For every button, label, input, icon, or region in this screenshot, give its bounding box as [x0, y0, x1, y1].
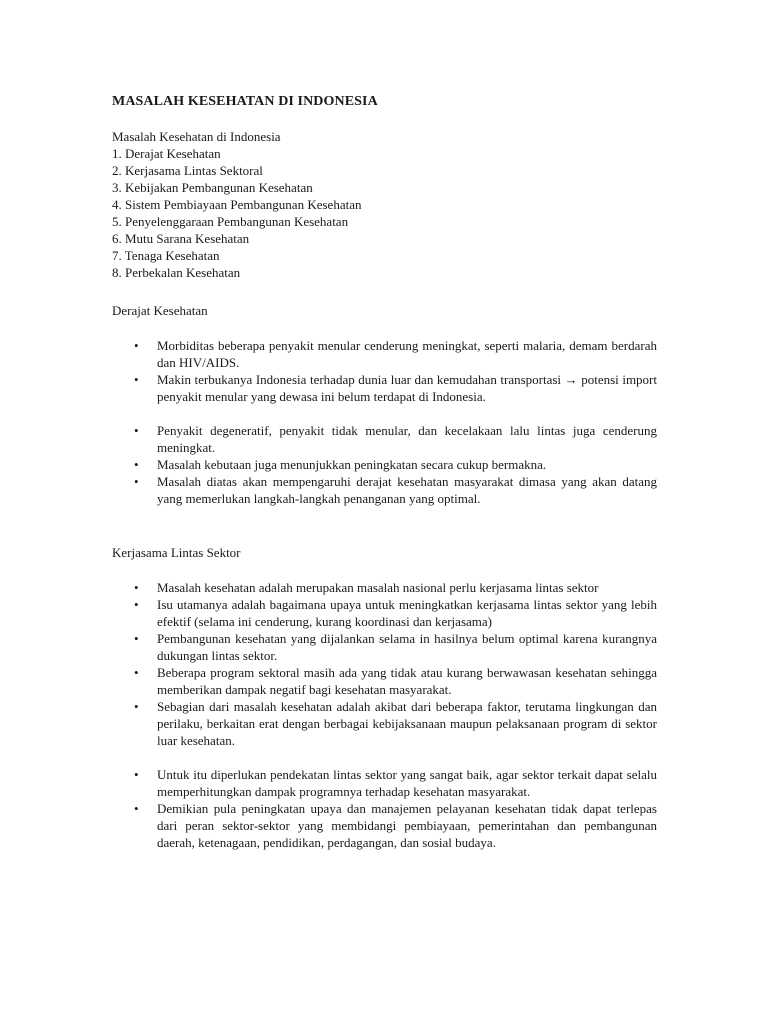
numbered-item: 5. Penyelenggaraan Pembangunan Kesehatan [112, 214, 349, 229]
list-item: • Morbiditas beberapa penyakit menular cenderung meningkat, seperti malaria, demam berdarah dan HIV/AIDS. [134, 338, 657, 370]
section-heading-derajat: Derajat Kesehatan [112, 303, 208, 318]
numbered-item: 1. Derajat Kesehatan [112, 146, 221, 161]
numbered-item: 3. Kebijakan Pembangunan Kesehatan [112, 180, 313, 195]
numbered-item: 2. Kerjasama Lintas Sektoral [112, 163, 263, 178]
bullet-icon: • [134, 801, 139, 816]
list-item: • Penyakit degeneratif, penyakit tidak menular, dan kecelakaan lalu lintas juga cenderung meningkat. [134, 423, 657, 455]
list-item: • Untuk itu diperlukan pendekatan lintas sektor yang sangat baik, agar sektor terkait dapat selalu memperhitungkan dampak programnya terhadap kesehatan masyarakat. [134, 767, 657, 799]
numbered-item: 8. Perbekalan Kesehatan [112, 265, 241, 280]
intro-heading: Masalah Kesehatan di Indonesia [112, 129, 281, 144]
bullet-icon: • [134, 338, 139, 353]
list-item: • Sebagian dari masalah kesehatan adalah akibat dari beberapa faktor, terutama lingkungan dan perilaku, berkaitan erat dengan berbagai kebijaksanaan maupun pelaksanaan program di sektor luar kesehatan. [134, 699, 657, 748]
bullet-icon: • [134, 631, 139, 646]
numbered-item: 7. Tenaga Kesehatan [112, 248, 220, 263]
list-item: • Masalah kesehatan adalah merupakan masalah nasional perlu kerjasama lintas sektor [134, 580, 599, 595]
bullet-icon: • [134, 665, 139, 680]
numbered-item: 4. Sistem Pembiayaan Pembangunan Kesehatan [112, 197, 362, 212]
list-item: • Isu utamanya adalah bagaimana upaya untuk meningkatkan kerjasama lintas sektor yang lebih efektif (selama ini cenderung, kurang koordinasi dan kerjasama) [134, 597, 657, 629]
bullet-list-derajat [112, 337, 657, 507]
list-item: • Masalah kebutaan juga menunjukkan peningkatan secara cukup bermakna. [134, 457, 547, 472]
list-item: • Makin terbukanya Indonesia terhadap dunia luar dan kemudahan transportasi → potensi import penyakit menular yang dewasa ini belum terdapat di Indonesia. [134, 372, 657, 404]
bullet-icon: • [134, 423, 139, 438]
bullet-list-kerjasama [112, 579, 657, 851]
list-item: • Beberapa program sektoral masih ada yang tidak atau kurang berwawasan kesehatan sehingga memberikan dampak negatif bagi kesehatan masyarakat. [134, 665, 657, 697]
numbered-item: 6. Mutu Sarana Kesehatan [112, 231, 250, 246]
bullet-icon: • [134, 457, 139, 472]
bullet-icon: • [134, 372, 139, 387]
document-title: MASALAH KESEHATAN DI INDONESIA [112, 94, 378, 109]
bullet-icon: • [134, 597, 139, 612]
list-item: • Pembangunan kesehatan yang dijalankan selama in hasilnya belum optimal karena kurangnya dukungan lintas sektor. [134, 631, 657, 663]
bullet-icon: • [134, 699, 139, 714]
bullet-icon: • [134, 767, 139, 782]
list-item: • Demikian pula peningkatan upaya dan manajemen pelayanan kesehatan tidak dapat terlepas dari peran sektor-sektor yang membidangi pembiayaan, pemerintahan dan pembangunan daerah, ketenagaan, pendidikan, perdagangan, dan sosial budaya. [134, 801, 657, 850]
intro-block [112, 128, 672, 281]
list-item: • Masalah diatas akan mempengaruhi derajat kesehatan masyarakat dimasa yang akan datang yang memerlukan langkah-langkah penanganan yang optimal. [134, 474, 657, 506]
bullet-icon: • [134, 474, 139, 489]
section-heading-kerjasama: Kerjasama Lintas Sektor [112, 545, 241, 560]
bullet-icon: • [134, 580, 139, 595]
